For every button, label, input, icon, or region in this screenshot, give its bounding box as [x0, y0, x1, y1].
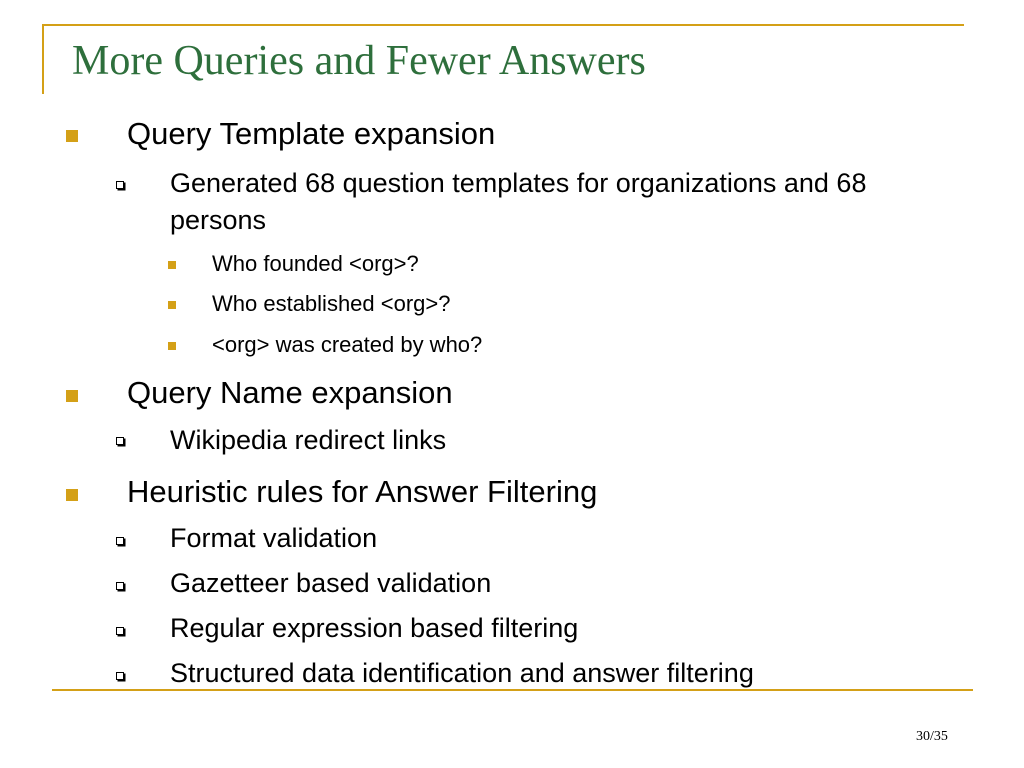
example-created-by-who: <org> was created by who? [212, 332, 483, 357]
example-who-founded: Who founded <org>? [212, 251, 419, 276]
sub-bullet-gazetteer-validation: Gazetteer based validation [170, 568, 492, 598]
level1-bullet [66, 390, 78, 402]
level3-bullet [168, 301, 176, 309]
sub-bullet-format-validation: Format validation [170, 523, 378, 553]
level2-bullet [116, 582, 124, 590]
level3-bullet [168, 261, 176, 269]
sub-bullet-structured-data: Structured data identification and answer filtering [170, 658, 754, 688]
frame-left-rule [42, 24, 44, 94]
bottom-rule [52, 689, 973, 691]
level2-bullet [116, 627, 124, 635]
level2-bullet [116, 672, 124, 680]
sub-bullet-wikipedia-redirect: Wikipedia redirect links [170, 425, 447, 455]
bullet-query-name-expansion: Query Name expansion [127, 375, 453, 410]
frame-top-rule [42, 24, 964, 26]
level2-bullet [116, 181, 124, 189]
sub-bullet-generated-templates-line2: persons [170, 205, 267, 235]
example-who-established: Who established <org>? [212, 291, 451, 316]
slide-title: More Queries and Fewer Answers [72, 38, 646, 84]
sub-bullet-regex-filtering: Regular expression based filtering [170, 613, 579, 643]
level2-bullet [116, 537, 124, 545]
level1-bullet [66, 489, 78, 501]
page-number: 30/35 [916, 729, 948, 744]
bullet-query-template-expansion: Query Template expansion [127, 116, 496, 151]
level2-bullet [116, 437, 124, 445]
level3-bullet [168, 342, 176, 350]
bullet-heuristic-rules: Heuristic rules for Answer Filtering [127, 474, 598, 509]
level1-bullet [66, 130, 78, 142]
sub-bullet-generated-templates-line1: Generated 68 question templates for organizations and 68 [170, 168, 867, 198]
